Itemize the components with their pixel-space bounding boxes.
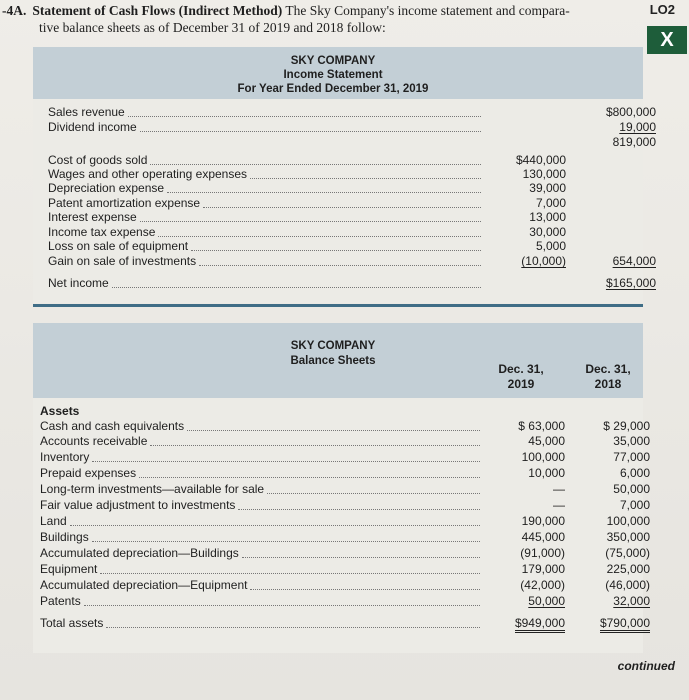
balance-row-value-2018: 100,000 bbox=[606, 514, 650, 528]
leader-dots bbox=[242, 546, 480, 558]
balance-company-name: SKY COMPANY bbox=[290, 340, 376, 352]
balance-row bbox=[40, 616, 650, 631]
income-row bbox=[48, 254, 656, 269]
leader-dots bbox=[100, 562, 480, 574]
income-company-name: SKY COMPANY bbox=[290, 55, 376, 67]
income-row bbox=[48, 105, 656, 120]
leader-dots bbox=[250, 578, 480, 590]
income-statement-title: Income Statement bbox=[283, 69, 383, 81]
income-row bbox=[48, 225, 648, 240]
income-statement-period: For Year Ended December 31, 2019 bbox=[237, 83, 429, 95]
problem-text: The Sky Company's income statement and compara- bbox=[285, 3, 570, 18]
divider bbox=[33, 304, 643, 307]
income-row bbox=[48, 135, 656, 150]
leader-dots bbox=[140, 120, 481, 132]
excel-icon[interactable]: X bbox=[647, 26, 687, 54]
income-row bbox=[48, 196, 648, 211]
balance-row bbox=[40, 498, 650, 513]
balance-row-value-2019: 50,000 bbox=[528, 594, 565, 608]
income-row-total: 819,000 bbox=[612, 135, 656, 149]
balance-row bbox=[40, 466, 650, 481]
leader-dots bbox=[92, 530, 480, 542]
income-row bbox=[48, 167, 648, 182]
balance-row-label: Fair value adjustment to investments bbox=[40, 498, 236, 512]
balance-row-value-2018: 350,000 bbox=[606, 530, 650, 544]
leader-dots bbox=[150, 434, 480, 446]
balance-row-value-2019: (42,000) bbox=[520, 578, 565, 592]
balance-row bbox=[40, 514, 650, 529]
leader-dots bbox=[139, 466, 480, 478]
income-row-amount: 13,000 bbox=[529, 210, 566, 224]
balance-row-value-2018: $ 29,000 bbox=[603, 419, 650, 433]
income-row-label: Dividend income bbox=[48, 120, 137, 134]
leader-dots bbox=[150, 153, 481, 165]
balance-row-label: Accounts receivable bbox=[40, 434, 148, 448]
balance-row-label: Accumulated depreciation—Equipment bbox=[40, 578, 248, 592]
balance-row-value-2018: 35,000 bbox=[613, 434, 650, 448]
income-row-amount: $440,000 bbox=[515, 153, 566, 167]
income-row-label: Sales revenue bbox=[48, 105, 125, 119]
income-row-total: 654,000 bbox=[612, 254, 656, 268]
balance-row-value-2019: 445,000 bbox=[521, 530, 565, 544]
balance-row-value-2019: (91,000) bbox=[520, 546, 565, 560]
balance-row-value-2019: 10,000 bbox=[528, 466, 565, 480]
income-row-label: Depreciation expense bbox=[48, 181, 165, 195]
balance-row-value-2019: $ 63,000 bbox=[518, 419, 565, 433]
leader-dots bbox=[267, 482, 480, 494]
leader-dots bbox=[140, 210, 481, 222]
balance-row bbox=[40, 546, 650, 561]
balance-statement-title: Balance Sheets bbox=[290, 355, 376, 367]
leader-dots bbox=[191, 239, 481, 251]
leader-dots bbox=[167, 181, 481, 193]
income-row-amount: 130,000 bbox=[522, 167, 566, 181]
balance-row-value-2018: 225,000 bbox=[606, 562, 650, 576]
balance-row-label: Land bbox=[40, 514, 67, 528]
balance-row-label: Cash and cash equivalents bbox=[40, 419, 185, 433]
column-header-2019 bbox=[481, 362, 561, 392]
balance-row-value-2019: 100,000 bbox=[521, 450, 565, 464]
balance-row-value-2018: 77,000 bbox=[613, 450, 650, 464]
income-row-label: Income tax expense bbox=[48, 225, 156, 239]
income-row bbox=[48, 181, 648, 196]
balance-row-value-2018: 6,000 bbox=[619, 466, 650, 480]
income-row bbox=[48, 276, 656, 291]
leader-dots bbox=[238, 498, 480, 510]
income-row-label: Cost of goods sold bbox=[48, 153, 148, 167]
balance-row-value-2019: 179,000 bbox=[521, 562, 565, 576]
leader-dots bbox=[128, 105, 481, 117]
balance-row-value-2019: $949,000 bbox=[475, 616, 565, 630]
income-row bbox=[48, 153, 648, 168]
income-row-amount: (10,000) bbox=[521, 254, 566, 268]
balance-row-value-2018: (75,000) bbox=[605, 546, 650, 560]
problem-number: -4A. bbox=[2, 3, 27, 18]
column-header-2019-line1: Dec. 31, bbox=[498, 362, 544, 376]
income-row bbox=[48, 210, 648, 225]
balance-row bbox=[40, 419, 650, 434]
balance-row-label: Accumulated depreciation—Buildings bbox=[40, 546, 239, 560]
column-header-2018-line1: Dec. 31, bbox=[585, 362, 631, 376]
balance-row-value-2018: 7,000 bbox=[619, 498, 650, 512]
balance-sheet-panel bbox=[33, 323, 650, 653]
income-row-label: Interest expense bbox=[48, 210, 137, 224]
balance-row-label: Total assets bbox=[40, 616, 104, 630]
leader-dots bbox=[106, 616, 480, 628]
income-row-label: Wages and other operating expenses bbox=[48, 167, 248, 181]
balance-row-value-2018: $790,000 bbox=[560, 616, 650, 630]
balance-row-label: Long-term investments—available for sale bbox=[40, 482, 265, 496]
leader-dots bbox=[187, 419, 480, 431]
balance-row-value-2019: 45,000 bbox=[528, 434, 565, 448]
balance-row-value-2018: 32,000 bbox=[613, 594, 650, 608]
column-header-2019-line2: 2019 bbox=[507, 377, 535, 391]
balance-row-label: Equipment bbox=[40, 562, 98, 576]
learning-objective-label: LO2 bbox=[649, 2, 675, 17]
balance-row-value-2018: (46,000) bbox=[605, 578, 650, 592]
leader-dots bbox=[84, 594, 480, 606]
problem-text-2: tive balance sheets as of December 31 of 2019 and 2018 follow: bbox=[39, 20, 386, 35]
column-header-2018 bbox=[568, 362, 648, 392]
problem-statement bbox=[2, 2, 622, 36]
leader-dots bbox=[70, 514, 480, 526]
income-row-total: 19,000 bbox=[619, 120, 656, 134]
problem-title: Statement of Cash Flows (Indirect Method) bbox=[32, 3, 283, 18]
income-row-label: Loss on sale of equipment bbox=[48, 239, 189, 253]
balance-row-label: Patents bbox=[40, 594, 81, 608]
income-statement-panel bbox=[33, 47, 656, 303]
leader-dots bbox=[203, 196, 481, 208]
balance-row bbox=[40, 578, 650, 593]
income-row-total: $800,000 bbox=[605, 105, 656, 119]
balance-row-value-2019: 190,000 bbox=[521, 514, 565, 528]
income-row-amount: 30,000 bbox=[529, 225, 566, 239]
leader-dots bbox=[112, 276, 481, 288]
balance-row-value-2019: — bbox=[553, 498, 565, 512]
balance-row bbox=[40, 562, 650, 577]
balance-row-label: Prepaid expenses bbox=[40, 466, 137, 480]
balance-row bbox=[40, 530, 650, 545]
column-header-2018-line2: 2018 bbox=[594, 377, 622, 391]
leader-dots bbox=[199, 254, 481, 266]
income-row-total: $165,000 bbox=[605, 276, 656, 290]
income-row bbox=[48, 120, 656, 135]
income-row-amount: 7,000 bbox=[535, 196, 566, 210]
income-row-label: Patent amortization expense bbox=[48, 196, 201, 210]
balance-row bbox=[40, 594, 650, 609]
leader-dots bbox=[92, 450, 480, 462]
income-row bbox=[48, 239, 648, 254]
assets-section-heading: Assets bbox=[40, 404, 80, 418]
income-row-label: Net income bbox=[48, 276, 109, 290]
continued-label: continued bbox=[617, 659, 675, 673]
balance-row bbox=[40, 482, 650, 497]
income-row-label: Gain on sale of investments bbox=[48, 254, 197, 268]
income-row-amount: 39,000 bbox=[529, 181, 566, 195]
balance-row-label: Buildings bbox=[40, 530, 89, 544]
leader-dots bbox=[250, 167, 481, 179]
balance-row-value-2018: 50,000 bbox=[613, 482, 650, 496]
balance-row-label: Inventory bbox=[40, 450, 90, 464]
balance-row-value-2019: — bbox=[553, 482, 565, 496]
balance-row bbox=[40, 434, 650, 449]
leader-dots bbox=[158, 225, 481, 237]
balance-row bbox=[40, 450, 650, 465]
income-row-amount: 5,000 bbox=[535, 239, 566, 253]
